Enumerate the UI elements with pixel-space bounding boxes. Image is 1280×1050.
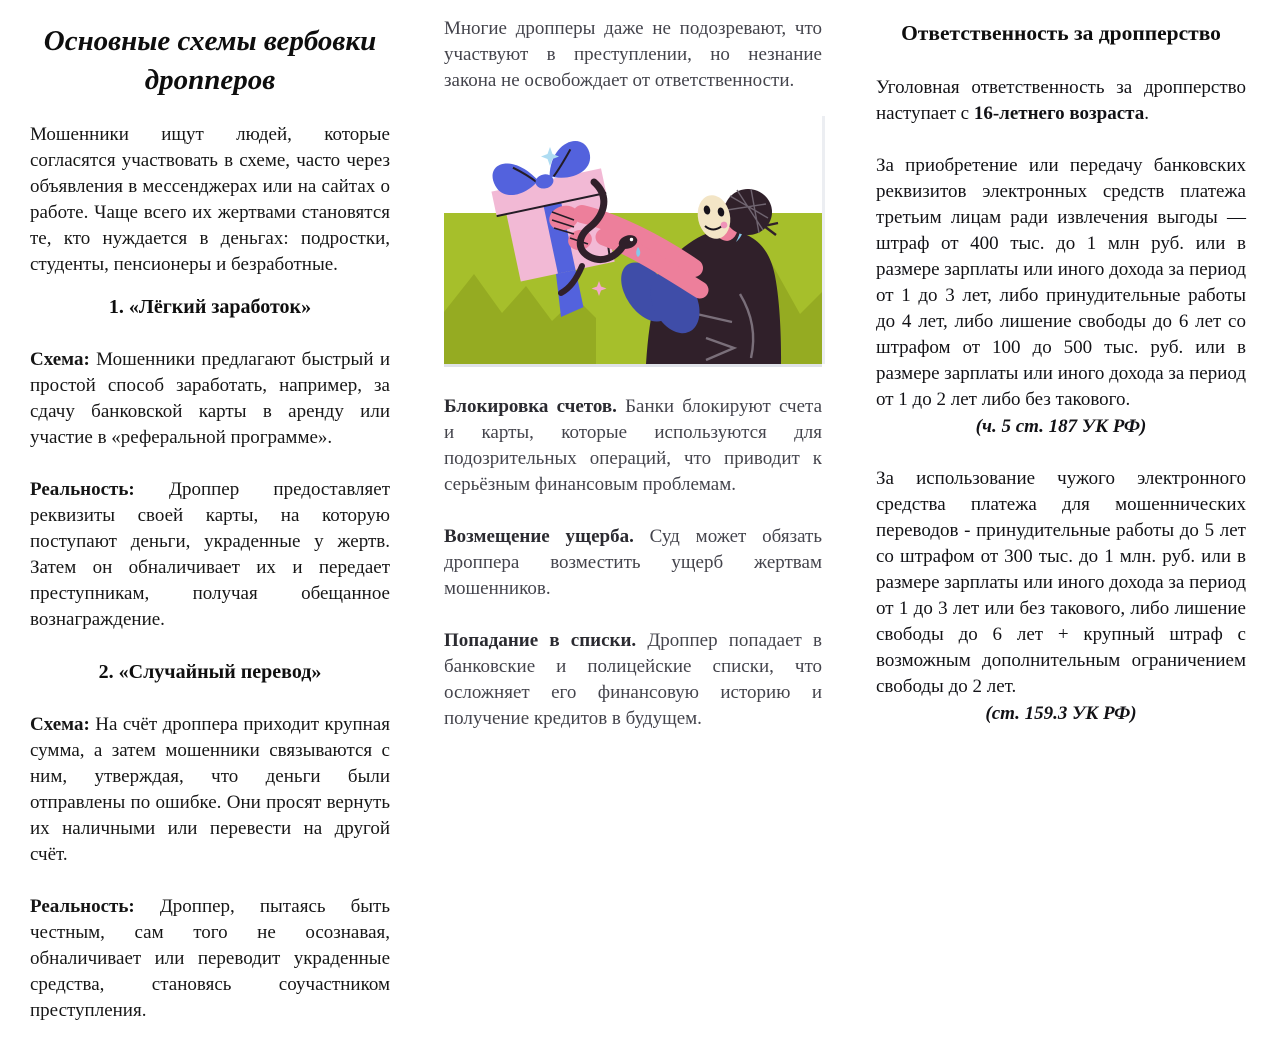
article187-reference: (ч. 5 ст. 187 УК РФ) bbox=[975, 416, 1147, 437]
section2-reality-label: Реальность: bbox=[30, 896, 135, 917]
article159-paragraph: За использование чужого электронного средства платежа для мошеннических переводов - принудительные работы до 5 лет со штрафом от 300 тыс. до 1 млн. руб. или в размере зарплаты или иного дохода за период от 1 до 3 лет или без такового, либо лишение свободы до 6 лет + крупный штраф с возможным дополнительным ограничением свободы до 2 лет. bbox=[876, 468, 1246, 697]
section1-schema-paragraph bbox=[30, 347, 390, 451]
section1-heading: 1. «Лёгкий заработок» bbox=[108, 296, 312, 318]
article159-reference: (ст. 159.3 УК РФ) bbox=[985, 703, 1137, 724]
gift-snake-illustration bbox=[444, 116, 822, 364]
section1-reality-paragraph bbox=[30, 477, 390, 633]
consequence-blacklist-paragraph bbox=[444, 628, 822, 732]
section2-reality-paragraph bbox=[30, 894, 390, 1024]
age-paragraph-post: . bbox=[1144, 103, 1149, 124]
middle-intro-paragraph: Многие дропперы даже не подозревают, что участвуют в преступлении, но незнание закона не освобождает от ответственности. bbox=[444, 18, 822, 91]
section1-reality-text: Дроппер предоставляет реквизиты своей карты, на которую поступают деньги, украденные у жертв. Затем он обналичивает их и передает преступникам, получая обещанное вознаграждение. bbox=[30, 479, 390, 630]
page-title bbox=[30, 22, 390, 100]
consequence-damages-paragraph bbox=[444, 524, 822, 602]
column-middle bbox=[444, 16, 822, 1050]
article187-paragraph: За приобретение или передачу банковских реквизитов электронных средств платежа третьим лицам ради извлечения выгоды — штраф от 400 тыс. до 1 млн руб. или в размере зарплаты или иного дохода за период от 1 до 3 лет, либо принудительные работы до 4 лет, либо лишение свободы до 6 лет со штрафом от 100 до 500 тыс. руб. или в размере зарплаты или иного дохода за период от 1 до 2 лет либо без такового. bbox=[876, 155, 1246, 410]
consequence-blocking-label: Блокировка счетов. bbox=[444, 396, 617, 417]
responsibility-heading: Ответственность за дропперство bbox=[901, 21, 1221, 45]
consequence-damages-text: Суд может обязать дроппера возместить ущерб жертвам мошенников. bbox=[444, 526, 823, 599]
section2-reality-text: Дроппер, пытаясь быть честным, сам того не осознавая, обналичивает или переводит украденные средства, становясь соучастником преступления. bbox=[30, 896, 391, 1021]
section1-schema-label: Схема: bbox=[30, 349, 90, 370]
left-intro-paragraph: Мошенники ищут людей, которые согласятся участвовать в схеме, часто через объявления в мессенджерах или на сайтах о работе. Чаще всего их жертвами становятся те, кто нуждается в деньгах: подростки, студенты, пенсионеры и безработные. bbox=[30, 124, 390, 275]
section2-schema-paragraph bbox=[30, 712, 390, 868]
page-title-line2: дропперов bbox=[144, 64, 276, 96]
consequence-blacklist-label: Попадание в списки. bbox=[444, 630, 637, 651]
consequence-damages-label: Возмещение ущерба. bbox=[444, 526, 634, 547]
section2-schema-text: На счёт дроппера приходит крупная сумма, а затем мошенники связываются с ним, утверждая, что деньги были отправлены по ошибке. Они просят вернуть их наличными или перевести на другой счёт. bbox=[30, 714, 390, 865]
gift-snake-illustration-svg bbox=[444, 116, 822, 364]
page-title-line1: Основные схемы вербовки bbox=[43, 25, 377, 57]
consequence-blacklist-text: Дроппер попадает в банковские и полицейские списки, что осложняет его финансовую историю и получение кредитов в будущем. bbox=[444, 630, 822, 729]
section1-schema-text: Мошенники предлагают быстрый и простой способ заработать, например, за сдачу банковской карты в аренду или участие в «реферальной программе». bbox=[30, 349, 390, 448]
section2-schema-label: Схема: bbox=[30, 714, 90, 735]
age-paragraph-pre: Уголовная ответственность за дропперство наступает с bbox=[876, 77, 1246, 124]
consequence-blocking-text: Банки блокируют счета и карты, которые используются для подозрительных операций, что приводит к серьёзным финансовым проблемам. bbox=[444, 396, 822, 495]
column-right bbox=[876, 16, 1246, 1050]
age-paragraph-bold: 16-летнего возраста bbox=[973, 103, 1145, 124]
consequence-blocking-paragraph bbox=[444, 394, 822, 498]
column-left bbox=[30, 16, 390, 1050]
section2-heading: 2. «Случайный перевод» bbox=[98, 661, 322, 683]
age-paragraph bbox=[876, 75, 1246, 127]
section1-reality-label: Реальность: bbox=[30, 479, 135, 500]
